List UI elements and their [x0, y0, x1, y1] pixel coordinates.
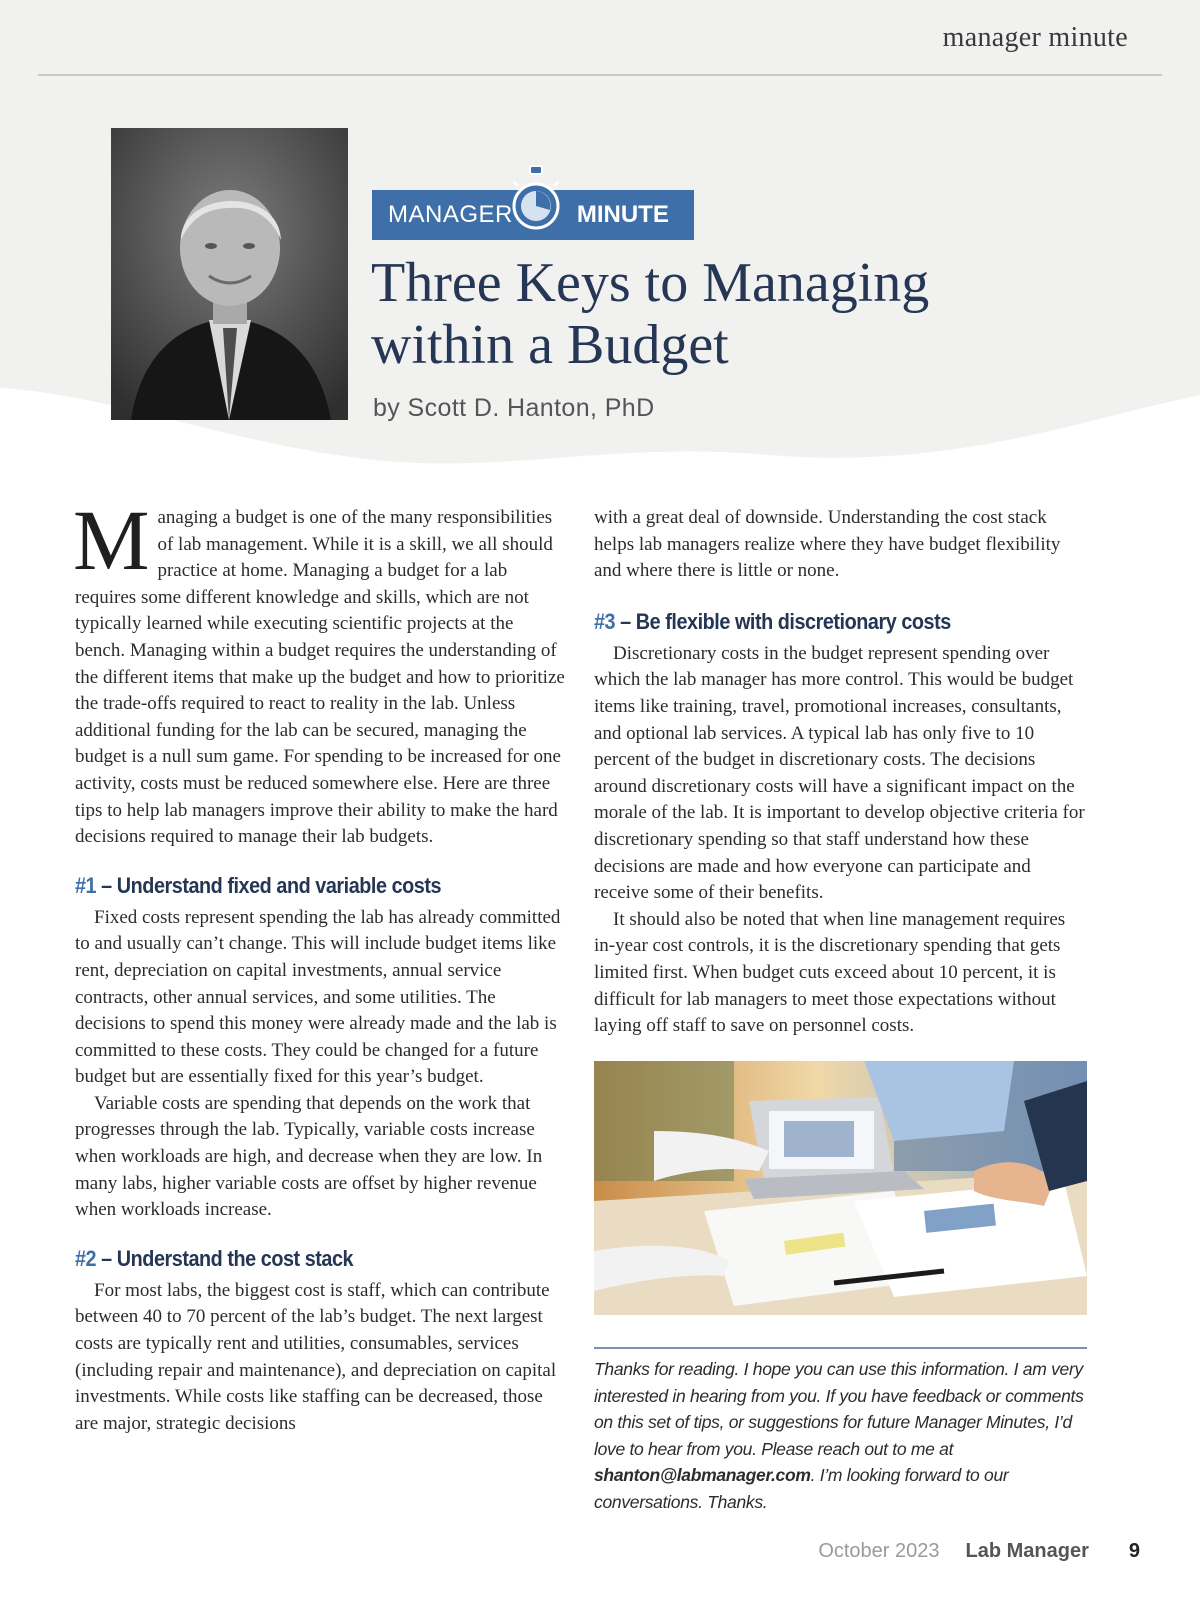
badge-word-manager: MANAGER [388, 201, 513, 228]
tip-1-title: – Understand fixed and variable costs [96, 872, 442, 898]
intro-text: anaging a budget is one of the many responsibilities of lab management. While it is a skill, we all should practice at home. Managing a budget for a lab requires some different knowledge and skills, which are not typically learned while executing scientific projects at the bench. Managing within a budget requires the understanding of the different items that make up the budget and how to prioritize the trade-offs required to react to reality in the lab. Unless additional funding for the lab can be secured, managing the budget is a null sum game. For spending to be increased for one activity, costs must be reduced somewhere else. Here are three tips to help lab managers improve their ability to make the hard decisions required to manage their lab budgets. [75, 507, 565, 848]
manager-minute-badge [372, 190, 694, 240]
page-footer [818, 1540, 1140, 1563]
tip-2-paragraph-1: For most labs, the biggest cost is staff, which can contribute between 40 to 70 percent of the lab’s budget. The next largest costs are typically rent and utilities, consumables, services (including repair and maintenance), and depreciation on capital investments. While costs like staffing can be decreased, those are major, strategic decisions [75, 1279, 557, 1434]
tip-2-heading [75, 1244, 518, 1274]
closing-divider [594, 1347, 1087, 1349]
article-title [371, 252, 1091, 376]
article-column-right [594, 505, 1086, 1040]
author-email-link[interactable]: shanton@labmanager.com [594, 1465, 811, 1485]
closing-text-before: Thanks for reading. I hope you can use this information. I am very interested in hearing from you. If you have feedback or comments on this set of tips, or suggestions for future Manager Minutes, I’d love to hear from you. Please reach out to me at [594, 1359, 1084, 1459]
tip-1-number: #1 [75, 872, 97, 898]
drop-cap: M [73, 492, 150, 588]
tip-2-title: – Understand the cost stack [96, 1245, 354, 1271]
tip-3-heading [594, 607, 1037, 637]
page-number: 9 [1128, 1540, 1140, 1562]
section-label: manager minute [942, 22, 1128, 53]
title-line-1: Three Keys to Managing [371, 252, 930, 314]
author-photo [111, 128, 348, 420]
badge-word-minute: MINUTE [576, 201, 669, 228]
footer-magazine-name: Lab Manager [965, 1540, 1089, 1562]
header-divider [38, 74, 1162, 76]
tip-1-paragraph-1: Fixed costs represent spending the lab has already committed to and usually can’t change. This will include budget items like rent, depreciation on capital investments, annual service contracts, other annual services, and some utilities. The decisions to spend this money were already made and the lab is committed to these costs. They could be changed for a future budget but are essentially fixed for this year’s budget. [75, 906, 561, 1088]
closing-note [594, 1356, 1087, 1515]
article-column-left [73, 492, 567, 1437]
byline: by Scott D. Hanton, PhD [373, 394, 655, 422]
intro-paragraph [73, 492, 567, 851]
meeting-photo [594, 1061, 1087, 1315]
tip-2-paragraph-1-continued: with a great deal of downside. Understanding the cost stack helps lab managers realize where they have budget flexibility and where there is little or none. [594, 507, 1061, 582]
tip-3-paragraph-2: It should also be noted that when line management requires in-year cost controls, it is the discretionary spending that gets limited first. When budget cuts exceed about 10 percent, it is difficult for lab managers to meet those expectations without laying off staff to save on personnel costs. [594, 908, 1066, 1037]
tip-3-paragraph-1: Discretionary costs in the budget represent spending over which the lab manager has more control. This would be budget items like training, travel, promotional increases, consultants, and optional lab services. A typical lab has only five to 10 percent of the budget in discretionary costs. The decisions around discretionary costs will have a significant impact on the morale of the lab. It is important to develop objective criteria for discretionary spending so that staff understand how these decisions are made and how everyone can participate and receive some of their benefits. [594, 642, 1085, 904]
footer-date: October 2023 [818, 1540, 940, 1562]
tip-3-number: #3 [594, 608, 616, 634]
closing-text-after: . I’m looking forward to our conversations. Thanks. [594, 1465, 1009, 1512]
tip-1-heading [75, 871, 518, 901]
tip-1-paragraph-2: Variable costs are spending that depends on the work that progresses through the lab. Typically, variable costs increase when workloads are high, and decrease when they are low. In many labs, higher variable costs are offset by higher revenue when workloads increase. [75, 1092, 543, 1221]
tip-2-number: #2 [75, 1245, 97, 1271]
stopwatch-icon [510, 164, 562, 236]
title-line-2: within a Budget [371, 314, 729, 376]
tip-3-title: – Be flexible with discretionary costs [615, 608, 951, 634]
